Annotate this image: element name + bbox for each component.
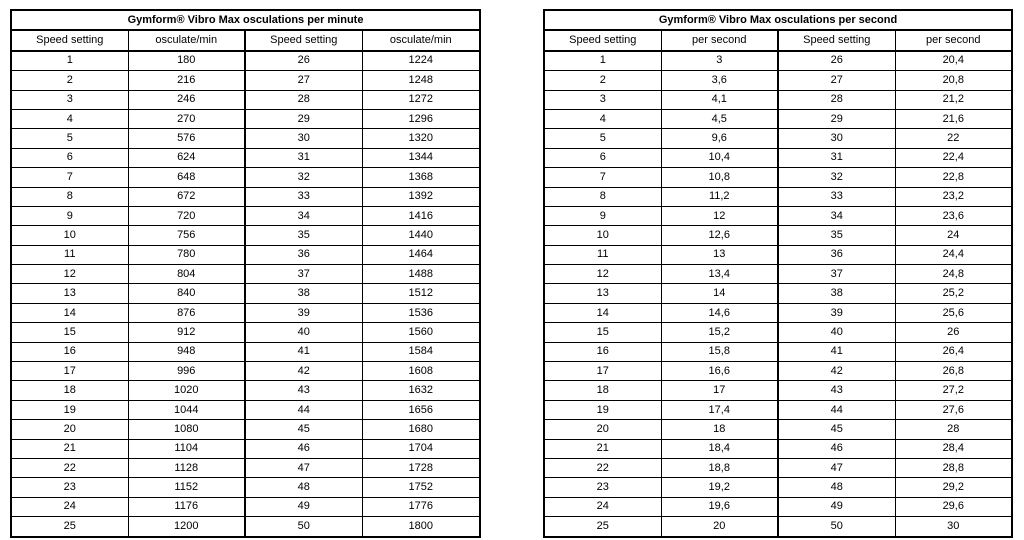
table-cell: 22 <box>11 458 128 477</box>
table-cell: 44 <box>778 400 895 419</box>
table-cell: 37 <box>245 265 362 284</box>
table-row <box>11 362 480 381</box>
table-cell: 26 <box>895 323 1012 342</box>
table-cell: 34 <box>778 206 895 225</box>
table-cell: 8 <box>544 187 661 206</box>
table-title: Gymform® Vibro Max osculations per minute <box>11 10 480 30</box>
table-cell: 45 <box>245 420 362 439</box>
table-cell: 24,4 <box>895 245 1012 264</box>
table-cell: 44 <box>245 400 362 419</box>
table-cell: 23,2 <box>895 187 1012 206</box>
table-cell: 28,8 <box>895 458 1012 477</box>
table-cell: 3 <box>661 51 778 71</box>
table-cell: 29,2 <box>895 478 1012 497</box>
table-cell: 16,6 <box>661 362 778 381</box>
table-cell: 10,8 <box>661 168 778 187</box>
table-cell: 1776 <box>362 497 480 516</box>
table-cell: 1464 <box>362 245 480 264</box>
table-cell: 12 <box>661 206 778 225</box>
table-cell: 9 <box>11 206 128 225</box>
table-cell: 18 <box>544 381 661 400</box>
table-cell: 24 <box>11 497 128 516</box>
table-cell: 1296 <box>362 109 480 128</box>
table-cell: 17 <box>11 362 128 381</box>
table-row <box>11 245 480 264</box>
column-header: Speed setting <box>245 30 362 50</box>
table-cell: 16 <box>544 342 661 361</box>
table-cell: 50 <box>245 517 362 537</box>
table-cell: 1632 <box>362 381 480 400</box>
table-cell: 41 <box>778 342 895 361</box>
table-cell: 28 <box>895 420 1012 439</box>
table-cell: 1704 <box>362 439 480 458</box>
table-cell: 23 <box>11 478 128 497</box>
table-cell: 32 <box>245 168 362 187</box>
table-row <box>544 303 1012 322</box>
table-cell: 1752 <box>362 478 480 497</box>
table-cell: 29,6 <box>895 497 1012 516</box>
table-cell: 19 <box>544 400 661 419</box>
table-cell: 216 <box>128 71 245 90</box>
table-cell: 34 <box>245 206 362 225</box>
table-cell: 26,8 <box>895 362 1012 381</box>
table-cell: 22 <box>544 458 661 477</box>
table-cell: 2 <box>544 71 661 90</box>
table-cell: 4,1 <box>661 90 778 109</box>
table-body <box>11 30 480 536</box>
table-cell: 21,6 <box>895 109 1012 128</box>
table-row <box>544 109 1012 128</box>
table-cell: 48 <box>245 478 362 497</box>
table-cell: 30 <box>895 517 1012 537</box>
table-cell: 11 <box>11 245 128 264</box>
table-cell: 22,4 <box>895 148 1012 167</box>
table-cell: 36 <box>778 245 895 264</box>
table-row <box>544 226 1012 245</box>
table-cell: 3,6 <box>661 71 778 90</box>
table-cell: 996 <box>128 362 245 381</box>
table-cell: 27,6 <box>895 400 1012 419</box>
table-cell: 35 <box>778 226 895 245</box>
table-cell: 9,6 <box>661 129 778 148</box>
table-cell: 27,2 <box>895 381 1012 400</box>
table-row <box>544 362 1012 381</box>
table-cell: 12 <box>11 265 128 284</box>
table-cell: 36 <box>245 245 362 264</box>
column-header: osculate/min <box>128 30 245 50</box>
table-cell: 46 <box>245 439 362 458</box>
table-cell: 42 <box>245 362 362 381</box>
table-cell: 912 <box>128 323 245 342</box>
table-cell: 1536 <box>362 303 480 322</box>
table-cell: 24,8 <box>895 265 1012 284</box>
table-cell: 20 <box>661 517 778 537</box>
table-cell: 720 <box>128 206 245 225</box>
table-cell: 576 <box>128 129 245 148</box>
table-cell: 14,6 <box>661 303 778 322</box>
table-cell: 49 <box>778 497 895 516</box>
table-cell: 1 <box>544 51 661 71</box>
table-row <box>544 265 1012 284</box>
column-header: osculate/min <box>362 30 480 50</box>
table-row <box>544 90 1012 109</box>
table-row <box>11 187 480 206</box>
table-cell: 624 <box>128 148 245 167</box>
table-cell: 30 <box>245 129 362 148</box>
table-title: Gymform® Vibro Max osculations per second <box>544 10 1012 30</box>
table-cell: 876 <box>128 303 245 322</box>
table-cell: 15,8 <box>661 342 778 361</box>
table-cell: 4,5 <box>661 109 778 128</box>
table-cell: 270 <box>128 109 245 128</box>
table-cell: 20 <box>544 420 661 439</box>
table-cell: 28,4 <box>895 439 1012 458</box>
table-row <box>11 458 480 477</box>
table-row <box>544 439 1012 458</box>
table-cell: 5 <box>544 129 661 148</box>
table-cell: 12,6 <box>661 226 778 245</box>
table-cell: 13 <box>661 245 778 264</box>
table-row <box>11 168 480 187</box>
per-second-table <box>543 9 1013 538</box>
table-cell: 16 <box>11 342 128 361</box>
table-cell: 2 <box>11 71 128 90</box>
table-cell: 31 <box>245 148 362 167</box>
table-cell: 28 <box>245 90 362 109</box>
table-cell: 1584 <box>362 342 480 361</box>
table-row <box>11 478 480 497</box>
table-cell: 25 <box>11 517 128 537</box>
table-cell: 780 <box>128 245 245 264</box>
table-body <box>544 30 1012 536</box>
table-cell: 4 <box>544 109 661 128</box>
table-cell: 1176 <box>128 497 245 516</box>
table-cell: 1320 <box>362 129 480 148</box>
table-row <box>11 90 480 109</box>
table-cell: 5 <box>11 129 128 148</box>
table-cell: 42 <box>778 362 895 381</box>
table-row <box>11 129 480 148</box>
table-cell: 1224 <box>362 51 480 71</box>
table-cell: 14 <box>11 303 128 322</box>
table-cell: 41 <box>245 342 362 361</box>
table-cell: 38 <box>778 284 895 303</box>
table-cell: 32 <box>778 168 895 187</box>
table-cell: 10 <box>11 226 128 245</box>
table-row <box>11 381 480 400</box>
table-row <box>11 342 480 361</box>
table-cell: 22,8 <box>895 168 1012 187</box>
table-cell: 20,4 <box>895 51 1012 71</box>
table-cell: 35 <box>245 226 362 245</box>
table-cell: 6 <box>544 148 661 167</box>
table-cell: 12 <box>544 265 661 284</box>
table-row <box>11 400 480 419</box>
table-cell: 246 <box>128 90 245 109</box>
header-row <box>11 30 480 50</box>
table-cell: 1440 <box>362 226 480 245</box>
table-row <box>11 497 480 516</box>
table-cell: 14 <box>661 284 778 303</box>
table-cell: 45 <box>778 420 895 439</box>
table-cell: 40 <box>245 323 362 342</box>
table-cell: 948 <box>128 342 245 361</box>
table-cell: 1 <box>11 51 128 71</box>
table-cell: 1044 <box>128 400 245 419</box>
table-cell: 672 <box>128 187 245 206</box>
table-cell: 1368 <box>362 168 480 187</box>
header-row <box>544 30 1012 50</box>
table-cell: 1608 <box>362 362 480 381</box>
table-row <box>11 109 480 128</box>
column-header: Speed setting <box>778 30 895 50</box>
table-cell: 20 <box>11 420 128 439</box>
table-cell: 29 <box>245 109 362 128</box>
table-row <box>11 71 480 90</box>
table-row <box>11 206 480 225</box>
table-cell: 37 <box>778 265 895 284</box>
table-row <box>544 245 1012 264</box>
table-cell: 26 <box>778 51 895 71</box>
table-cell: 39 <box>778 303 895 322</box>
table-cell: 24 <box>895 226 1012 245</box>
table-row <box>544 323 1012 342</box>
table-cell: 1680 <box>362 420 480 439</box>
table-cell: 49 <box>245 497 362 516</box>
table-row <box>11 323 480 342</box>
table-cell: 1272 <box>362 90 480 109</box>
table-cell: 23 <box>544 478 661 497</box>
table-cell: 28 <box>778 90 895 109</box>
table-row <box>544 187 1012 206</box>
table-row <box>544 400 1012 419</box>
table-row <box>544 51 1012 71</box>
table-cell: 1020 <box>128 381 245 400</box>
table-cell: 15 <box>544 323 661 342</box>
table-cell: 17 <box>544 362 661 381</box>
table-row <box>544 420 1012 439</box>
table-cell: 1560 <box>362 323 480 342</box>
table-row <box>11 284 480 303</box>
table-cell: 18 <box>661 420 778 439</box>
table-cell: 1200 <box>128 517 245 537</box>
table-cell: 1248 <box>362 71 480 90</box>
table-cell: 18 <box>11 381 128 400</box>
table-cell: 1416 <box>362 206 480 225</box>
table-cell: 15,2 <box>661 323 778 342</box>
table-row <box>544 206 1012 225</box>
table-cell: 1392 <box>362 187 480 206</box>
table-cell: 26,4 <box>895 342 1012 361</box>
table-cell: 22 <box>895 129 1012 148</box>
table-cell: 27 <box>778 71 895 90</box>
table-cell: 13,4 <box>661 265 778 284</box>
table-row <box>11 265 480 284</box>
table-row <box>544 458 1012 477</box>
table-cell: 1512 <box>362 284 480 303</box>
table-cell: 33 <box>778 187 895 206</box>
table-cell: 804 <box>128 265 245 284</box>
table-cell: 17 <box>661 381 778 400</box>
table-cell: 14 <box>544 303 661 322</box>
table-row <box>544 517 1012 537</box>
table-row <box>544 342 1012 361</box>
table-cell: 33 <box>245 187 362 206</box>
table-cell: 13 <box>11 284 128 303</box>
table-row <box>544 71 1012 90</box>
table-cell: 26 <box>245 51 362 71</box>
table-cell: 10 <box>544 226 661 245</box>
table-cell: 47 <box>778 458 895 477</box>
table-row <box>11 439 480 458</box>
table-row <box>544 381 1012 400</box>
table-cell: 19,2 <box>661 478 778 497</box>
table-cell: 7 <box>11 168 128 187</box>
table-cell: 50 <box>778 517 895 537</box>
table-cell: 24 <box>544 497 661 516</box>
table-cell: 1080 <box>128 420 245 439</box>
table-row <box>11 517 480 537</box>
table-cell: 29 <box>778 109 895 128</box>
table-cell: 11,2 <box>661 187 778 206</box>
table-cell: 48 <box>778 478 895 497</box>
table-cell: 38 <box>245 284 362 303</box>
table-cell: 15 <box>11 323 128 342</box>
table-cell: 6 <box>11 148 128 167</box>
table-cell: 19,6 <box>661 497 778 516</box>
table-cell: 25,2 <box>895 284 1012 303</box>
table-cell: 1104 <box>128 439 245 458</box>
table-cell: 17,4 <box>661 400 778 419</box>
table-cell: 31 <box>778 148 895 167</box>
table-cell: 40 <box>778 323 895 342</box>
table-cell: 47 <box>245 458 362 477</box>
table-cell: 3 <box>11 90 128 109</box>
table-cell: 39 <box>245 303 362 322</box>
table-cell: 180 <box>128 51 245 71</box>
column-header: Speed setting <box>544 30 661 50</box>
table-cell: 10,4 <box>661 148 778 167</box>
table-cell: 756 <box>128 226 245 245</box>
table-cell: 43 <box>245 381 362 400</box>
column-header: per second <box>661 30 778 50</box>
table-row <box>544 284 1012 303</box>
table-cell: 8 <box>11 187 128 206</box>
table-cell: 27 <box>245 71 362 90</box>
table-row <box>544 148 1012 167</box>
table-cell: 18,8 <box>661 458 778 477</box>
table-cell: 23,6 <box>895 206 1012 225</box>
column-header: Speed setting <box>11 30 128 50</box>
table-cell: 30 <box>778 129 895 148</box>
table-cell: 21,2 <box>895 90 1012 109</box>
table-cell: 1128 <box>128 458 245 477</box>
table-cell: 1152 <box>128 478 245 497</box>
table-cell: 18,4 <box>661 439 778 458</box>
column-header: per second <box>895 30 1012 50</box>
table-cell: 13 <box>544 284 661 303</box>
per-minute-table <box>10 9 481 538</box>
table-cell: 3 <box>544 90 661 109</box>
table-cell: 1728 <box>362 458 480 477</box>
table-cell: 648 <box>128 168 245 187</box>
table-cell: 1488 <box>362 265 480 284</box>
table-cell: 20,8 <box>895 71 1012 90</box>
table-cell: 1344 <box>362 148 480 167</box>
table-row <box>11 226 480 245</box>
table-cell: 1800 <box>362 517 480 537</box>
table-cell: 19 <box>11 400 128 419</box>
table-row <box>11 420 480 439</box>
table-cell: 840 <box>128 284 245 303</box>
table-cell: 25 <box>544 517 661 537</box>
table-row <box>11 303 480 322</box>
table-cell: 4 <box>11 109 128 128</box>
table-cell: 25,6 <box>895 303 1012 322</box>
table-cell: 7 <box>544 168 661 187</box>
table-row <box>544 129 1012 148</box>
table-cell: 46 <box>778 439 895 458</box>
table-cell: 11 <box>544 245 661 264</box>
table-row <box>544 168 1012 187</box>
table-row <box>11 51 480 71</box>
table-row <box>544 497 1012 516</box>
table-row <box>11 148 480 167</box>
table-cell: 21 <box>11 439 128 458</box>
table-cell: 1656 <box>362 400 480 419</box>
table-cell: 9 <box>544 206 661 225</box>
table-cell: 43 <box>778 381 895 400</box>
table-row <box>544 478 1012 497</box>
table-cell: 21 <box>544 439 661 458</box>
